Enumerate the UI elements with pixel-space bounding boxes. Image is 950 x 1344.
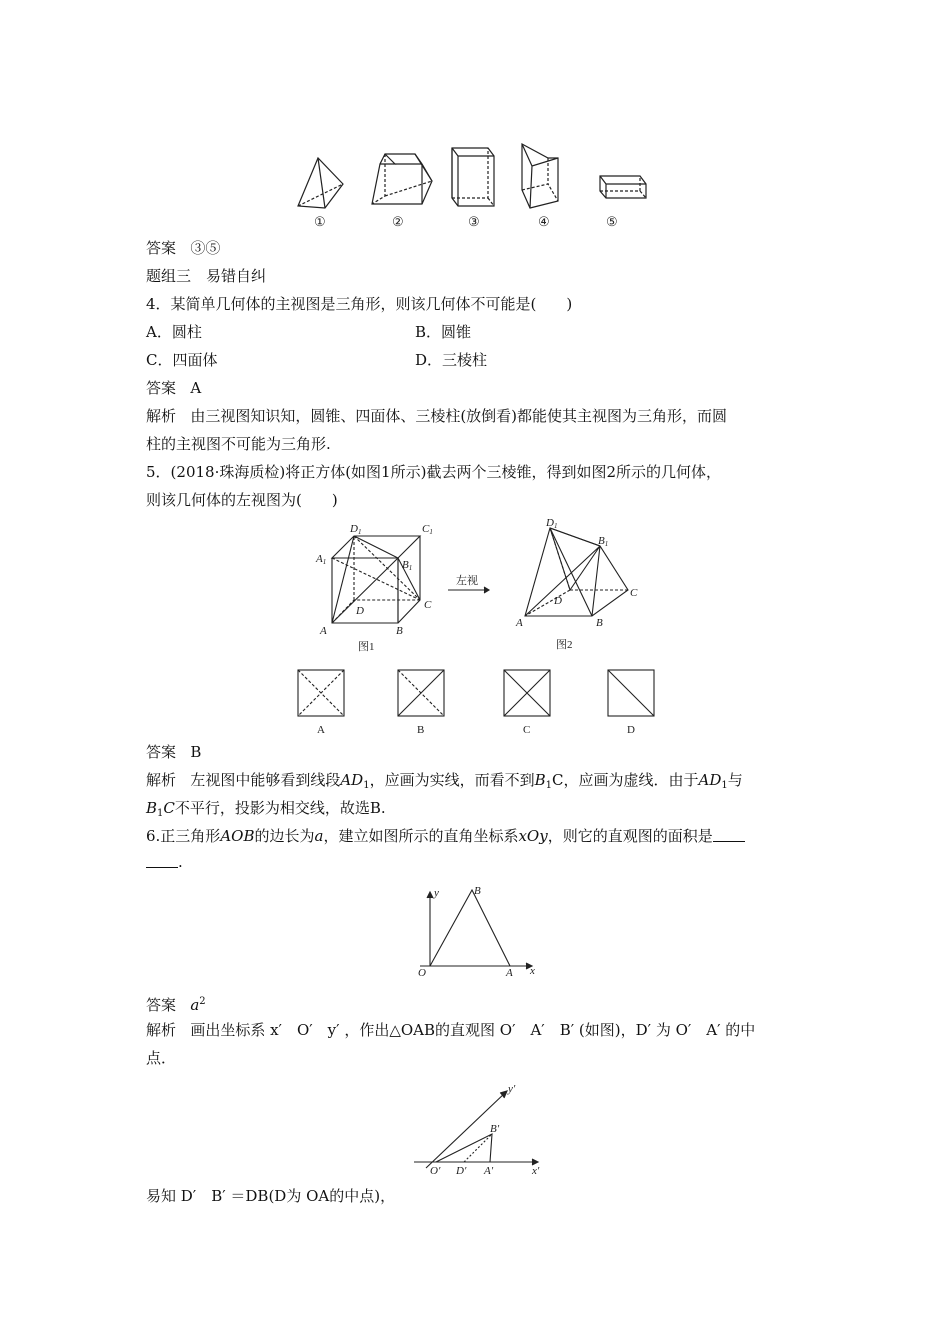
subscript: 1	[363, 780, 370, 791]
q5-stem-line1: 5．(2018·珠海质检)将正方体(如图1所示)截去两个三棱锥，得到如图2所示的几何体，	[146, 463, 721, 481]
vertex-a-prime-label: A′	[484, 1165, 494, 1177]
solids-figure	[290, 136, 670, 231]
solid-1-tetrahedron	[298, 158, 343, 208]
cube-figures	[310, 518, 650, 653]
svg-text:B1: B1	[598, 535, 609, 548]
label-A1: A	[316, 553, 323, 565]
svg-text:D1: D1	[546, 518, 558, 530]
choice-label-d: D	[627, 724, 635, 736]
q4-option-d: D．三棱柱	[415, 351, 488, 369]
superscript: 2	[199, 996, 206, 1007]
point-d-prime-label: D′	[456, 1165, 467, 1177]
origin-label: O	[418, 967, 426, 979]
stem-xoy: xOy	[518, 827, 548, 845]
analysis-label: 解析	[146, 407, 177, 425]
fig2-label-B: B	[596, 617, 603, 629]
q5-analysis-line1	[146, 770, 743, 796]
axis-y-prime-label: y′	[508, 1083, 516, 1095]
q5-answer	[146, 742, 201, 762]
analysis-label: 解析	[146, 1021, 177, 1039]
analysis-text: C，应画为虚线．由于	[552, 771, 699, 789]
oblique-axes-figure	[410, 1078, 550, 1178]
choice-square-b	[398, 670, 444, 716]
axis-x-label: x	[530, 965, 535, 977]
answer-label: 答案	[146, 239, 177, 257]
solid-4-prism	[522, 144, 558, 208]
answer-value: a	[190, 996, 200, 1014]
fig2-caption: 图2	[556, 639, 573, 651]
arrow-left-view	[448, 574, 489, 593]
subscript: 1	[545, 780, 552, 791]
vertex-a-label: A	[506, 967, 513, 979]
seg-b1c: B	[534, 771, 546, 789]
stem-aob: AOB	[220, 827, 255, 845]
seg-b1c: B	[146, 799, 158, 817]
cube-figure-2	[515, 518, 638, 651]
arrow-label: 左视	[456, 575, 478, 587]
choice-square-a	[298, 670, 344, 716]
origin-prime-label: O′	[430, 1165, 441, 1177]
stem-text: .	[178, 853, 183, 871]
analysis-text: 与	[727, 771, 743, 789]
label-A: A	[320, 625, 327, 637]
svg-text:A1: A1	[316, 553, 327, 566]
q5-analysis-line2: $B_1C$不平行，投影为相交线，故选B.	[146, 799, 386, 819]
choice-label-b: B	[417, 724, 425, 736]
triangle-axes-figure	[410, 880, 550, 980]
solid-2-frustum	[372, 154, 432, 204]
choice-label-c: C	[523, 724, 531, 736]
analysis-label: 解析	[146, 771, 177, 789]
vertex-b-prime-label: B′	[490, 1123, 500, 1135]
q4-stem: 4．某简单几何体的主视图是三角形，则该几何体不可能是( )	[146, 295, 573, 313]
q6-answer	[146, 992, 206, 1015]
answer-value: A	[190, 379, 202, 397]
analysis-text: 不平行，投影为相交线，故选B.	[174, 799, 386, 817]
stem-text: ，建立如图所示的直角坐标系	[323, 827, 519, 845]
choice-square-c	[504, 670, 550, 716]
group-title: 题组三 易错自纠	[146, 267, 267, 285]
stem-text: 6.正三角形	[146, 827, 221, 845]
q6-stem-line1	[146, 826, 745, 846]
vertex-b-label: B	[474, 885, 481, 897]
svg-text:D1: D1	[350, 523, 362, 536]
analysis-text: 画出坐标系 x′ O′ y′ ，作出△OAB的直观图 O′ A′ B′ (如图)，D′ 为 O′ A′ 的中	[190, 1021, 756, 1039]
q6-last-line: 易知 D′ B′ ＝DB(D为 OA的中点)，	[146, 1187, 396, 1205]
analysis-text: 由三视图知识知，圆锥、四面体、三棱柱(放倒看)都能使其主视图为三角形，而圆	[190, 407, 728, 425]
fig2-label-D: D	[554, 595, 562, 607]
solid-label-2: ②	[392, 214, 404, 229]
q4-analysis-line1	[146, 406, 727, 426]
solid-5-flat-prism	[600, 176, 646, 198]
q6-analysis-line2: 点．	[146, 1049, 177, 1067]
choice-squares	[296, 668, 666, 738]
answer-3	[146, 238, 220, 258]
fig2-label-A: A	[516, 617, 523, 629]
label-D: D	[356, 605, 364, 617]
seg-ad1: AD	[340, 771, 364, 789]
axis-y-label: y	[434, 887, 439, 899]
choice-label-a: A	[317, 724, 325, 736]
q4-answer	[146, 378, 201, 398]
fig2-label-B1: B	[598, 535, 605, 547]
solid-label-5: ⑤	[606, 214, 618, 229]
fig1-caption: 图1	[358, 641, 375, 653]
axis-x-prime-label: x′	[532, 1165, 540, 1177]
answer-value: B	[190, 743, 202, 761]
fig2-label-D1: D	[546, 518, 554, 529]
q4-analysis-line2: 柱的主视图不可能为三角形.	[146, 435, 331, 453]
answer-label: 答案	[146, 743, 177, 761]
answer-blank	[713, 827, 745, 842]
solid-label-4: ④	[538, 214, 550, 229]
answer-label: 答案	[146, 379, 177, 397]
answer-blank	[146, 853, 178, 868]
cube-figure-1	[315, 523, 433, 653]
q4-option-b: B．圆锥	[415, 323, 472, 341]
label-C1: C	[422, 523, 430, 535]
q6-analysis-line1	[146, 1020, 755, 1040]
q5-stem-line2: 则该几何体的左视图为( )	[146, 491, 338, 509]
solid-3-prism	[452, 148, 494, 206]
q4-option-a: A．圆柱	[146, 323, 202, 341]
stem-text: ，则它的直观图的面积是	[547, 827, 713, 845]
label-D1: D	[350, 523, 358, 535]
label-B: B	[396, 625, 403, 637]
choice-square-d	[608, 670, 654, 716]
subscript: 1	[721, 780, 728, 791]
q6-stem-line2	[146, 852, 183, 872]
solid-label-3: ③	[468, 214, 480, 229]
stem-a: a	[314, 827, 324, 845]
stem-text: 的边长为	[254, 827, 315, 845]
analysis-text: 左视图中能够看到线段	[190, 771, 341, 789]
analysis-text: ，应画为实线，而看不到	[369, 771, 535, 789]
answer-value: ③⑤	[190, 239, 221, 257]
fig2-label-C: C	[630, 587, 638, 599]
seg-ad1: AD	[698, 771, 722, 789]
answer-label: 答案	[146, 996, 177, 1014]
q4-option-c: C．四面体	[146, 351, 218, 369]
label-B1: B	[402, 559, 409, 571]
svg-text:C1: C1	[422, 523, 433, 536]
solid-label-1: ①	[314, 214, 326, 229]
label-C: C	[424, 599, 432, 611]
subscript: 1	[157, 808, 164, 819]
svg-text:B1: B1	[402, 559, 413, 572]
